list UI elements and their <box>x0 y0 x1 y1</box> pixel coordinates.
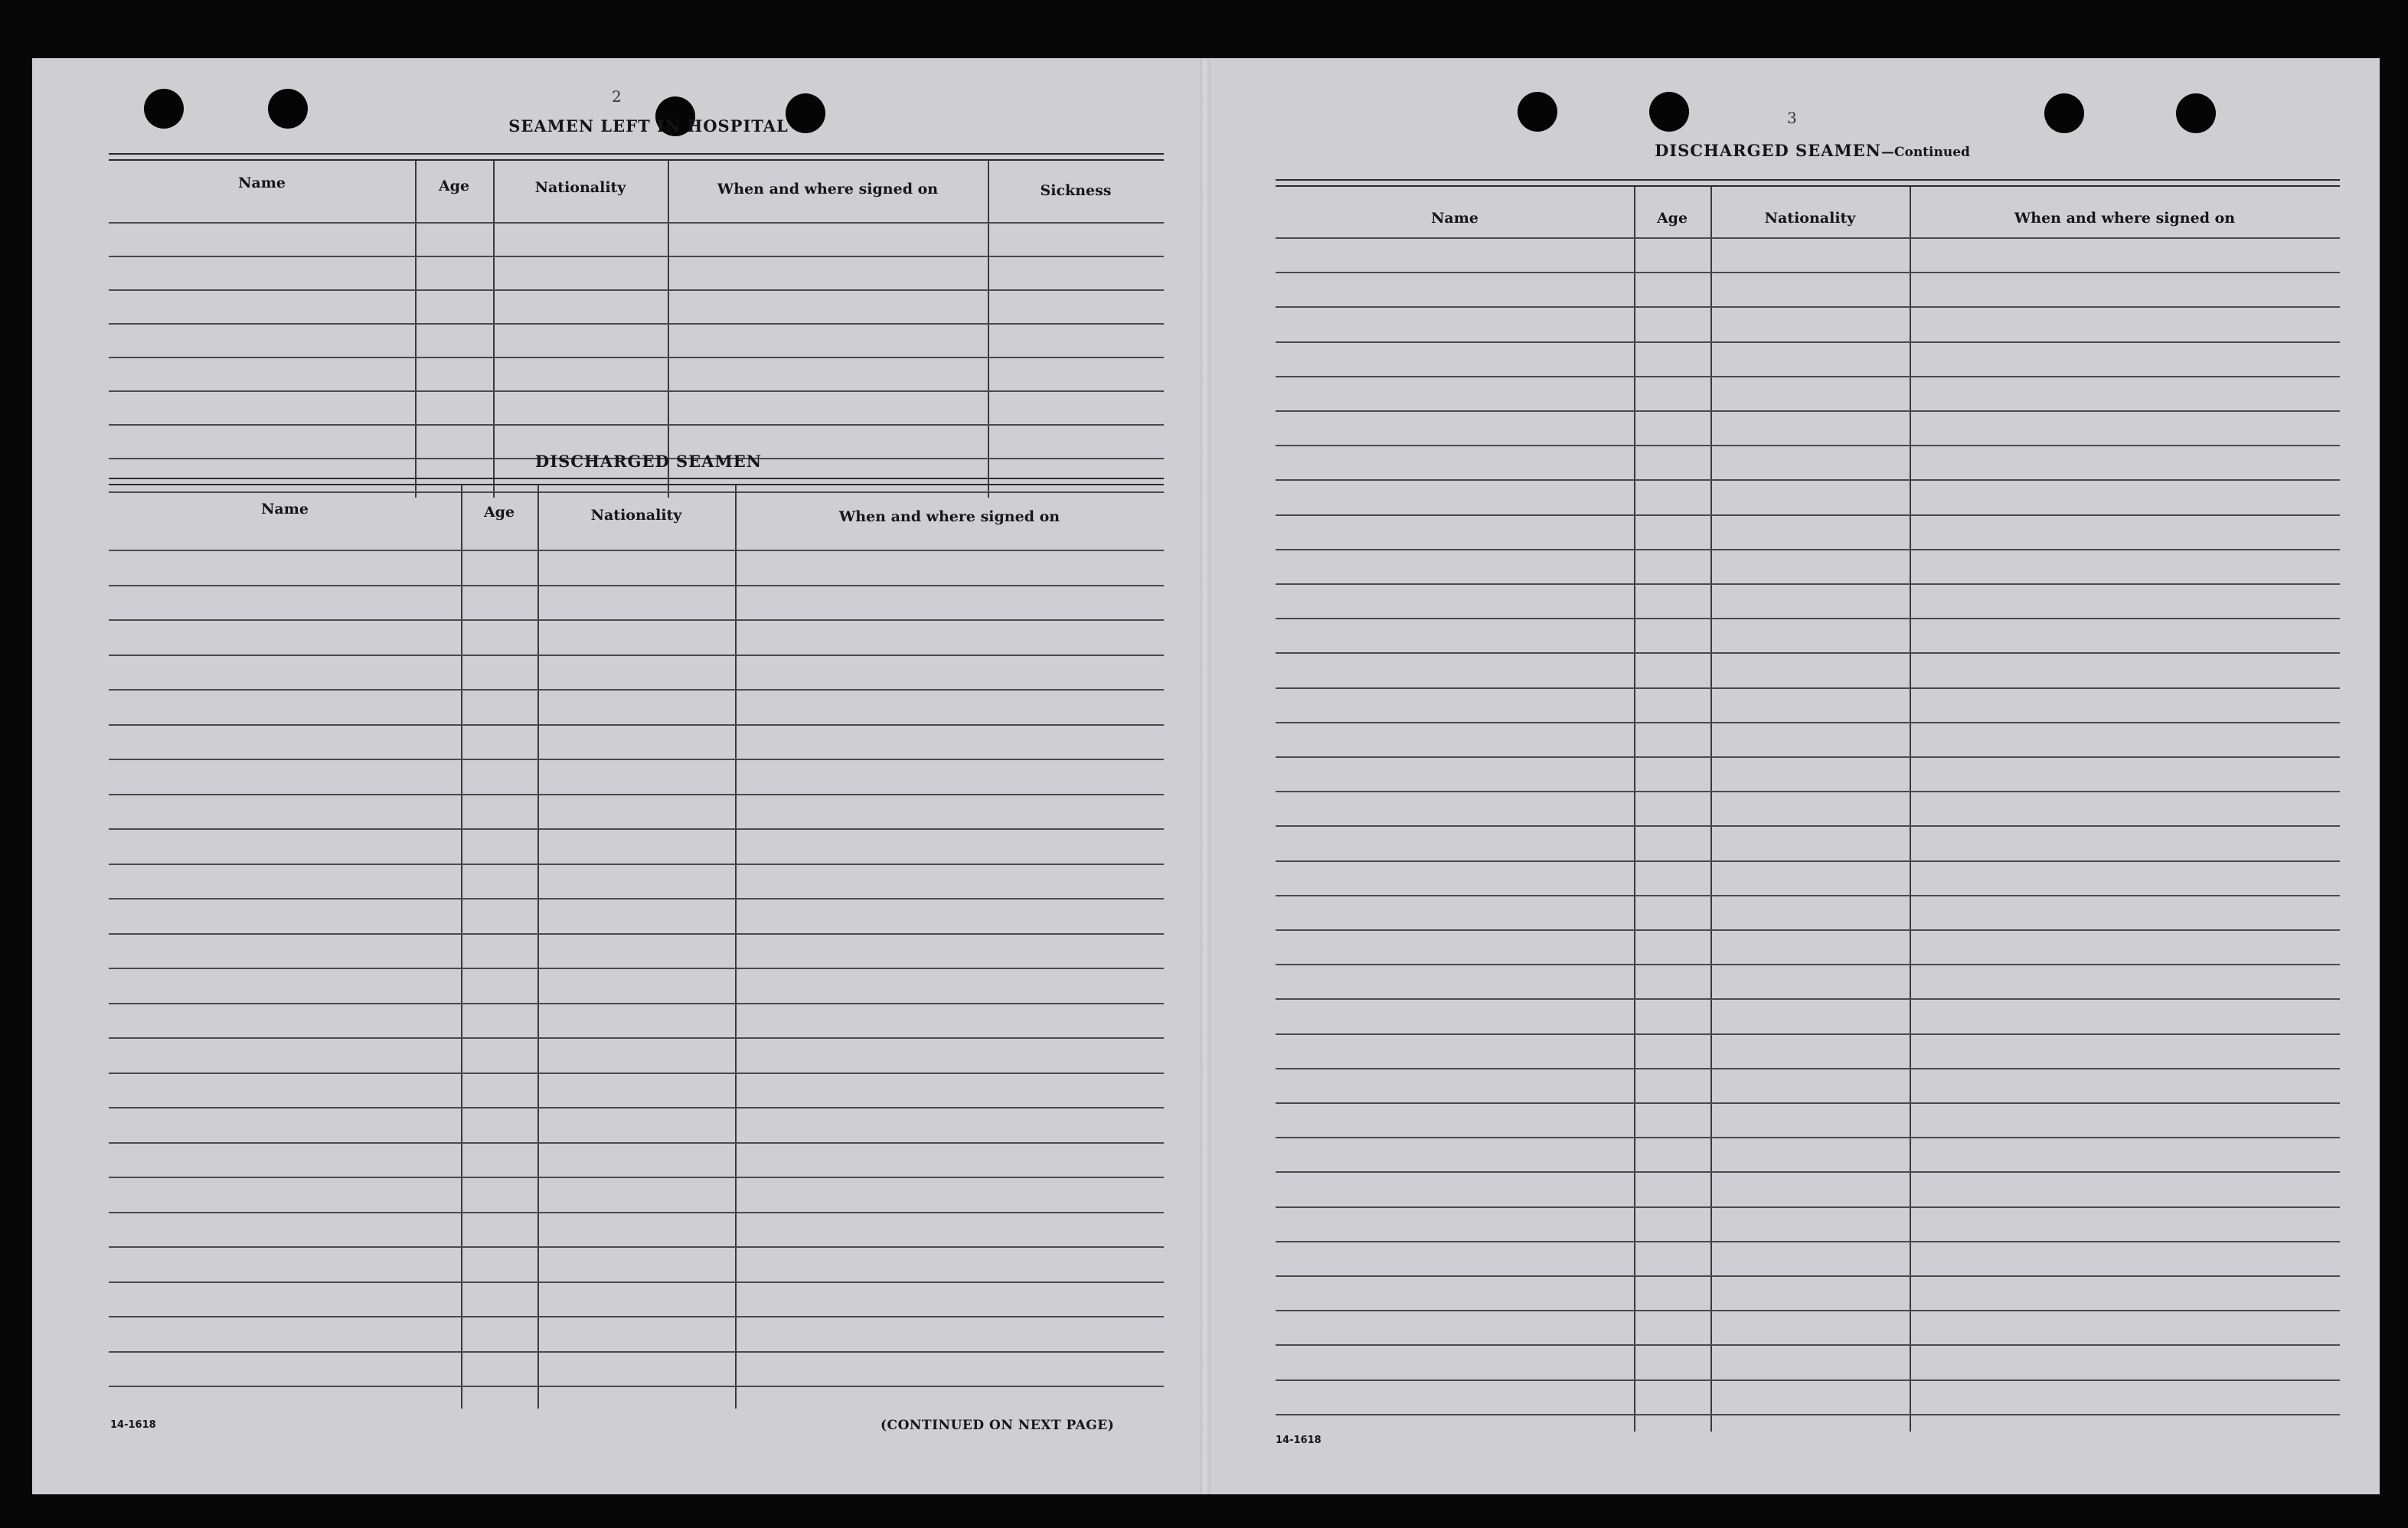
ruled-row-line <box>109 1073 1164 1074</box>
ruled-row-line <box>1276 825 2340 827</box>
discharged-continued-title-suffix: —Continued <box>1880 145 1970 160</box>
punch-hole <box>1518 92 1557 132</box>
punch-hole <box>1649 92 1689 132</box>
ruled-row-line <box>109 222 1164 224</box>
ruled-row-line <box>1276 1379 2340 1381</box>
ruled-row-line <box>109 864 1164 865</box>
continued-col-age: Age <box>1656 210 1688 227</box>
ruled-row-line <box>109 550 1164 551</box>
ruled-row-line <box>1276 479 2340 481</box>
ruled-row-line <box>109 424 1164 426</box>
ruled-row-line <box>109 256 1164 257</box>
ruled-row-line <box>1276 1033 2340 1035</box>
ruled-row-line <box>1276 722 2340 723</box>
ruled-row-line <box>109 655 1164 656</box>
ruled-row-line <box>1276 1171 2340 1173</box>
ruled-row-line <box>109 1177 1164 1178</box>
ruled-row-line <box>109 724 1164 726</box>
ruled-row-line <box>109 759 1164 760</box>
hospital-col-age: Age <box>438 178 470 194</box>
ruled-row-line <box>109 794 1164 795</box>
ruled-row-line <box>1276 1414 2340 1415</box>
ruled-row-line <box>1276 514 2340 516</box>
page-fold <box>1200 58 1211 1494</box>
right-form-number: 14-1618 <box>1276 1435 1322 1446</box>
ruled-row-line <box>1276 583 2340 585</box>
ruled-row-line <box>1276 306 2340 308</box>
ruled-row-line <box>109 1316 1164 1317</box>
ruled-row-line <box>109 898 1164 899</box>
ruled-row-line <box>109 1246 1164 1248</box>
ruled-row-line <box>1276 895 2340 896</box>
continued-col-signed-on: When and where signed on <box>2014 210 2236 227</box>
ruled-row-line <box>1276 964 2340 965</box>
ruled-row-line <box>109 390 1164 392</box>
discharged-table <box>109 478 1164 1409</box>
ruled-row-line <box>109 1037 1164 1039</box>
ruled-row-line <box>109 1281 1164 1283</box>
ruled-row-line <box>1276 1137 2340 1138</box>
discharged-col-nationality: Nationality <box>590 507 682 524</box>
ruled-row-line <box>1276 549 2340 550</box>
hospital-col-name: Name <box>238 175 286 191</box>
ruled-row-line <box>1276 791 2340 792</box>
hospital-col-signed-on: When and where signed on <box>717 181 939 198</box>
left-form-number: 14-1618 <box>110 1419 156 1431</box>
ruled-row-line <box>1276 272 2340 273</box>
left-page-mark: 2 <box>612 87 622 106</box>
ruled-row-line <box>109 1212 1164 1213</box>
ruled-row-line <box>109 1003 1164 1004</box>
punch-hole <box>2176 93 2216 133</box>
hospital-table <box>109 153 1164 498</box>
ruled-row-line <box>1276 929 2340 931</box>
document-sheet <box>32 58 2380 1494</box>
discharged-section-title: DISCHARGED SEAMEN <box>535 452 762 471</box>
ruled-row-line <box>1276 1102 2340 1104</box>
ruled-row-line <box>109 585 1164 586</box>
punch-hole <box>2044 93 2084 133</box>
discharged-continued-title <box>1273 141 2352 160</box>
ruled-row-line <box>1276 1206 2340 1208</box>
ruled-row-line <box>1276 1241 2340 1242</box>
ruled-row-line <box>109 619 1164 621</box>
ruled-row-line <box>1276 237 2340 239</box>
ruled-row-line <box>109 1107 1164 1108</box>
ruled-row-line <box>109 357 1164 358</box>
ruled-row-line <box>109 323 1164 325</box>
discharged-col-age: Age <box>483 504 515 521</box>
continued-col-name: Name <box>1431 210 1478 227</box>
discharged-continued-table <box>1276 179 2340 1432</box>
hospital-section-title: SEAMEN LEFT IN HOSPITAL <box>508 116 789 135</box>
discharged-continued-title-main: DISCHARGED SEAMEN <box>1655 141 1881 160</box>
ruled-row-line <box>1276 618 2340 619</box>
hospital-col-sickness: Sickness <box>1040 182 1112 199</box>
ruled-row-line <box>109 1351 1164 1353</box>
discharged-col-signed-on: When and where signed on <box>838 508 1060 525</box>
right-page-mark: 3 <box>1787 109 1797 127</box>
ruled-row-line <box>109 689 1164 691</box>
ruled-row-line <box>1276 860 2340 862</box>
ruled-row-line <box>1276 1068 2340 1069</box>
ruled-row-line <box>1276 445 2340 446</box>
ruled-row-line <box>1276 341 2340 343</box>
ruled-row-line <box>1276 410 2340 412</box>
continued-col-nationality: Nationality <box>1764 210 1856 227</box>
ruled-row-line <box>1276 756 2340 758</box>
ruled-row-line <box>1276 687 2340 689</box>
discharged-col-name: Name <box>261 501 309 517</box>
ruled-row-line <box>109 828 1164 830</box>
hospital-col-nationality: Nationality <box>534 179 626 196</box>
ruled-row-line <box>1276 1275 2340 1277</box>
ruled-row-line <box>1276 1344 2340 1346</box>
ruled-row-line <box>1276 652 2340 654</box>
ruled-row-line <box>109 1142 1164 1144</box>
ruled-row-line <box>109 933 1164 935</box>
ruled-row-line <box>109 1386 1164 1387</box>
ruled-row-line <box>1276 376 2340 377</box>
ruled-row-line <box>1276 998 2340 1000</box>
ruled-row-line <box>1276 1310 2340 1311</box>
ruled-row-line <box>109 289 1164 291</box>
ruled-row-line <box>109 968 1164 969</box>
continued-note: (CONTINUED ON NEXT PAGE) <box>881 1418 1115 1433</box>
